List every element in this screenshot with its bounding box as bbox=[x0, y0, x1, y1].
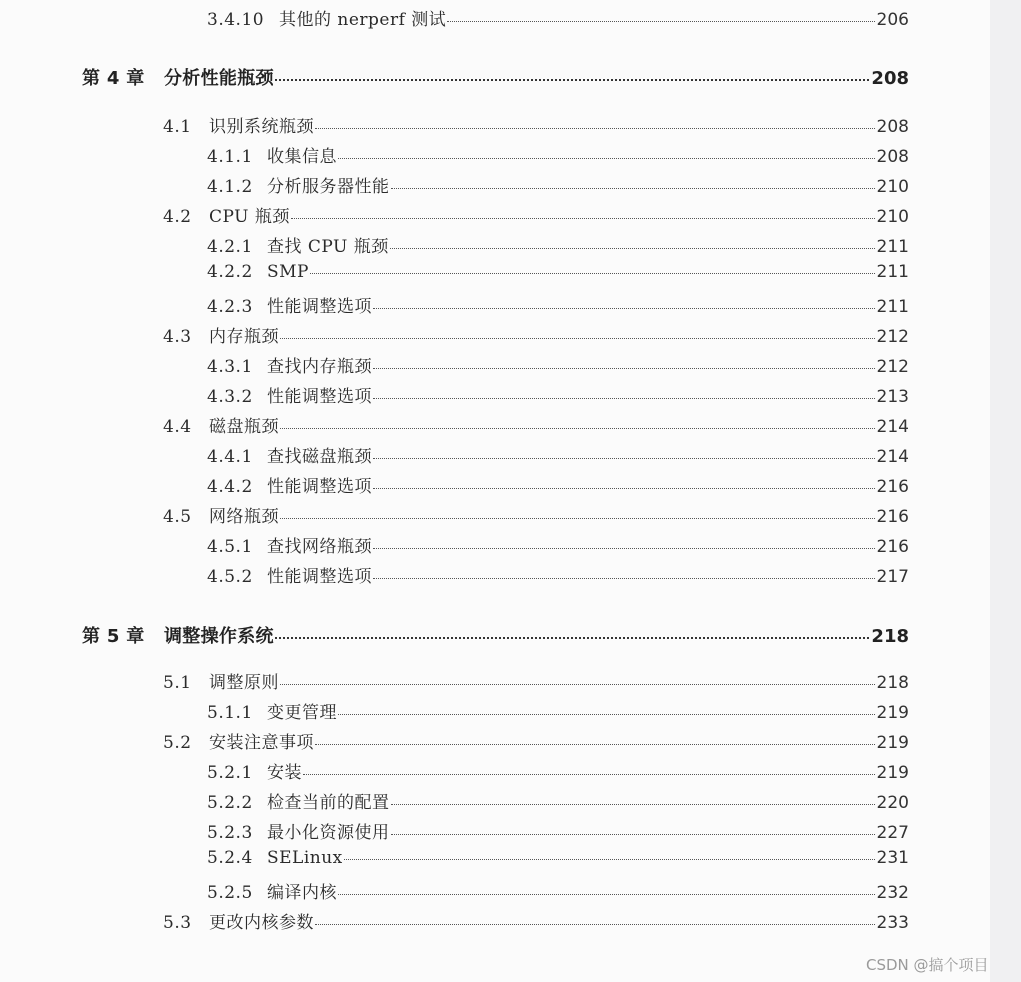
toc-number: 4.5.2 bbox=[207, 567, 253, 587]
toc-title: 性能调整选项 bbox=[267, 477, 372, 497]
toc-entry-3-4-10 bbox=[207, 5, 909, 30]
toc-title: CPU 瓶颈 bbox=[209, 207, 290, 227]
toc-title: 最小化资源使用 bbox=[267, 823, 390, 843]
dot-leader bbox=[280, 684, 875, 685]
dot-leader bbox=[391, 804, 875, 805]
toc-entry-4-2-2 bbox=[207, 262, 909, 282]
dot-leader bbox=[275, 637, 870, 639]
toc-entry-4-1-1 bbox=[207, 142, 909, 167]
toc-title: 查找内存瓶颈 bbox=[267, 357, 372, 377]
toc-title: 查找 CPU 瓶颈 bbox=[267, 237, 389, 257]
toc-entry-4-4-1 bbox=[207, 442, 909, 467]
toc-page: 216 bbox=[876, 537, 909, 557]
dot-leader bbox=[338, 714, 875, 715]
dot-leader bbox=[373, 578, 875, 579]
toc-page: 211 bbox=[876, 237, 909, 257]
toc-page: 218 bbox=[876, 673, 909, 693]
dot-leader bbox=[280, 518, 875, 519]
toc-number: 5.3 bbox=[163, 913, 192, 933]
toc-entry-5-2-2 bbox=[207, 788, 909, 813]
dot-leader bbox=[373, 398, 875, 399]
toc-entry-5-2-4 bbox=[207, 848, 909, 868]
toc-page: 233 bbox=[876, 913, 909, 933]
toc-page: 206 bbox=[876, 10, 909, 30]
toc-page: 211 bbox=[876, 297, 909, 317]
toc-page: 208 bbox=[876, 147, 909, 167]
toc-title: 调整操作系统 bbox=[164, 626, 274, 647]
dot-leader bbox=[280, 338, 875, 339]
toc-page: 214 bbox=[876, 417, 909, 437]
toc-number: 5.1.1 bbox=[207, 703, 253, 723]
toc-entry-4-5 bbox=[163, 502, 909, 527]
dot-leader bbox=[390, 248, 875, 249]
toc-title: 收集信息 bbox=[267, 147, 337, 167]
dot-leader bbox=[310, 273, 875, 274]
toc-number: 第 4 章 bbox=[82, 68, 145, 89]
dot-leader bbox=[373, 488, 875, 489]
toc-page: 218 bbox=[871, 626, 909, 647]
toc-title: 查找网络瓶颈 bbox=[267, 537, 372, 557]
dot-leader bbox=[291, 218, 875, 219]
toc-page: 217 bbox=[876, 567, 909, 587]
toc-number: 4.4.1 bbox=[207, 447, 253, 467]
toc-title: 性能调整选项 bbox=[267, 567, 372, 587]
toc-chapter-4 bbox=[82, 64, 909, 90]
toc-number: 5.2 bbox=[163, 733, 192, 753]
dot-leader bbox=[373, 368, 875, 369]
toc-number: 4.5.1 bbox=[207, 537, 253, 557]
dot-leader bbox=[275, 79, 870, 81]
toc-title: 安装 bbox=[267, 763, 302, 783]
toc-title: 磁盘瓶颈 bbox=[209, 417, 279, 437]
dot-leader bbox=[391, 188, 875, 189]
toc-number: 5.2.3 bbox=[207, 823, 253, 843]
dot-leader bbox=[373, 458, 875, 459]
page-margin bbox=[990, 0, 1021, 982]
toc-title: 安装注意事项 bbox=[209, 733, 314, 753]
toc-number: 4.3 bbox=[163, 327, 192, 347]
toc-entry-4-5-1 bbox=[207, 532, 909, 557]
toc-page: 208 bbox=[871, 68, 909, 89]
toc-page: 208 bbox=[876, 117, 909, 137]
toc-number: 5.2.2 bbox=[207, 793, 253, 813]
toc-entry-5-2-5 bbox=[207, 878, 909, 903]
toc-number: 5.2.1 bbox=[207, 763, 253, 783]
toc-entry-5-2-3 bbox=[207, 818, 909, 843]
toc-entry-5-2 bbox=[163, 728, 909, 753]
dot-leader bbox=[344, 859, 875, 860]
toc-title: 编译内核 bbox=[267, 883, 337, 903]
dot-leader bbox=[338, 158, 875, 159]
toc-entry-4-2 bbox=[163, 202, 909, 227]
toc-entry-4-3 bbox=[163, 322, 909, 347]
toc-page: 213 bbox=[876, 387, 909, 407]
toc-number: 4.3.1 bbox=[207, 357, 253, 377]
toc-title: 查找磁盘瓶颈 bbox=[267, 447, 372, 467]
toc-title: 性能调整选项 bbox=[267, 297, 372, 317]
toc-number: 4.1.2 bbox=[207, 177, 253, 197]
dot-leader bbox=[315, 924, 875, 925]
dot-leader bbox=[303, 774, 875, 775]
toc-title: 分析服务器性能 bbox=[267, 177, 390, 197]
dot-leader bbox=[315, 744, 875, 745]
toc-number: 4.1 bbox=[163, 117, 192, 137]
dot-leader bbox=[280, 428, 875, 429]
toc-number: 4.2.2 bbox=[207, 262, 253, 282]
toc-number: 4.2.1 bbox=[207, 237, 253, 257]
toc-title: 检查当前的配置 bbox=[267, 793, 390, 813]
toc-title: 其他的 nerperf 测试 bbox=[279, 10, 447, 30]
toc-title: 性能调整选项 bbox=[267, 387, 372, 407]
toc-number: 3.4.10 bbox=[207, 10, 265, 30]
toc-page: 216 bbox=[876, 507, 909, 527]
toc-page: 219 bbox=[876, 763, 909, 783]
toc-entry-5-1 bbox=[163, 668, 909, 693]
toc-page: 214 bbox=[876, 447, 909, 467]
toc-number: 5.1 bbox=[163, 673, 192, 693]
dot-leader bbox=[447, 21, 874, 22]
toc-entry-5-2-1 bbox=[207, 758, 909, 783]
toc-title: 网络瓶颈 bbox=[209, 507, 279, 527]
toc-entry-5-1-1 bbox=[207, 698, 909, 723]
toc-number: 第 5 章 bbox=[82, 626, 145, 647]
toc-entry-4-5-2 bbox=[207, 562, 909, 587]
toc-title: SELinux bbox=[267, 848, 343, 868]
dot-leader bbox=[373, 308, 875, 309]
toc-page: 210 bbox=[876, 177, 909, 197]
toc-title: 更改内核参数 bbox=[209, 913, 314, 933]
toc-entry-4-3-2 bbox=[207, 382, 909, 407]
toc-page: 231 bbox=[876, 848, 909, 868]
toc-number: 5.2.5 bbox=[207, 883, 253, 903]
toc-page: 220 bbox=[876, 793, 909, 813]
toc-number: 4.4 bbox=[163, 417, 192, 437]
csdn-watermark: CSDN @搞个项目 bbox=[866, 956, 989, 974]
toc-chapter-5 bbox=[82, 622, 909, 648]
dot-leader bbox=[338, 894, 875, 895]
toc-page: 227 bbox=[876, 823, 909, 843]
toc-title: 变更管理 bbox=[267, 703, 337, 723]
toc-entry-4-3-1 bbox=[207, 352, 909, 377]
toc-number: 5.2.4 bbox=[207, 848, 253, 868]
toc-number: 4.3.2 bbox=[207, 387, 253, 407]
toc-page: 211 bbox=[876, 262, 909, 282]
toc-entry-4-1 bbox=[163, 112, 909, 137]
toc-title: 内存瓶颈 bbox=[209, 327, 279, 347]
toc-title: 分析性能瓶颈 bbox=[164, 68, 274, 89]
toc-number: 4.2.3 bbox=[207, 297, 253, 317]
toc-number: 4.4.2 bbox=[207, 477, 253, 497]
toc-entry-4-1-2 bbox=[207, 172, 909, 197]
toc-entry-4-4 bbox=[163, 412, 909, 437]
toc-title: 识别系统瓶颈 bbox=[209, 117, 314, 137]
toc-page: 216 bbox=[876, 477, 909, 497]
toc-entry-5-3 bbox=[163, 908, 909, 933]
toc-entry-4-2-3 bbox=[207, 292, 909, 317]
toc-number: 4.5 bbox=[163, 507, 192, 527]
toc-number: 4.1.1 bbox=[207, 147, 253, 167]
toc-title: 调整原则 bbox=[209, 673, 279, 693]
toc-page: 219 bbox=[876, 703, 909, 723]
toc-page: 219 bbox=[876, 733, 909, 753]
dot-leader bbox=[391, 834, 875, 835]
toc-entry-4-2-1 bbox=[207, 232, 909, 257]
dot-leader bbox=[373, 548, 875, 549]
toc-title: SMP bbox=[267, 262, 309, 282]
toc-page: 212 bbox=[876, 327, 909, 347]
toc-number: 4.2 bbox=[163, 207, 192, 227]
toc-page: 210 bbox=[876, 207, 909, 227]
dot-leader bbox=[315, 128, 875, 129]
toc-entry-4-4-2 bbox=[207, 472, 909, 497]
toc-page: 232 bbox=[876, 883, 909, 903]
toc-page: 212 bbox=[876, 357, 909, 377]
